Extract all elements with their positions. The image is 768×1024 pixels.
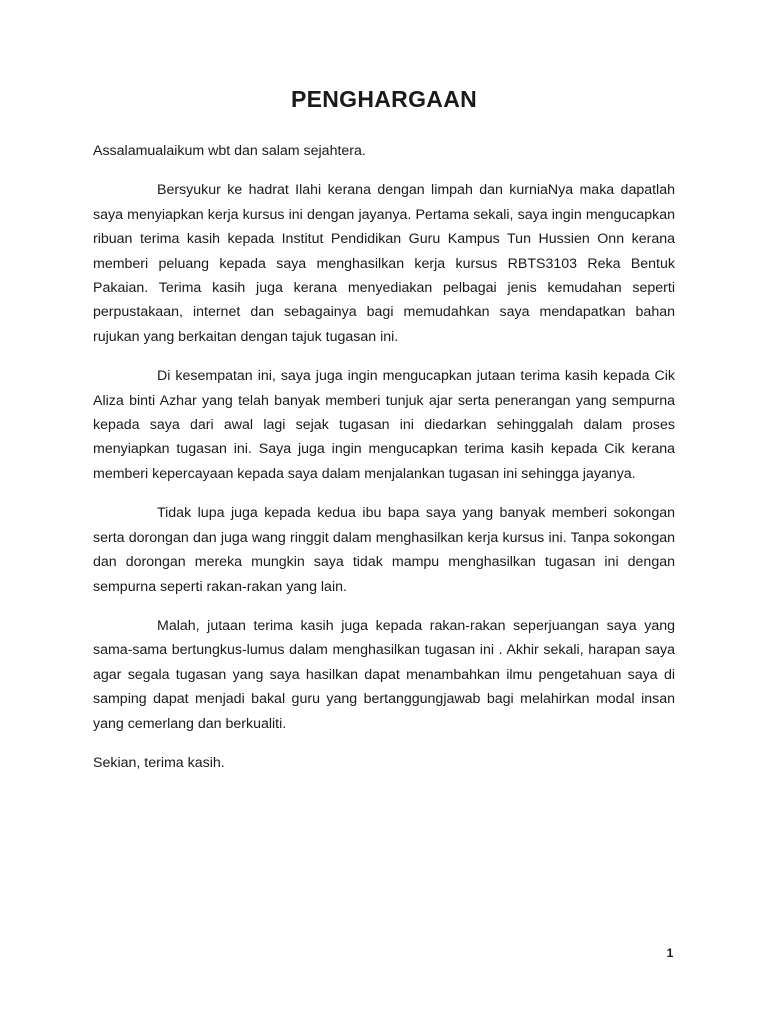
- paragraph-3: Tidak lupa juga kepada kedua ibu bapa saya yang banyak memberi sokongan serta dorongan dan juga wang ringgit dalam menghasilkan kerja kursus ini. Tanpa sokongan dan dorongan mereka mungkin saya tidak mampu menghasilkan tugasan ini dengan sempurna seperti rakan-rakan yang lain.: [93, 505, 675, 595]
- paragraph-4: Malah, jutaan terima kasih juga kepada rakan-rakan seperjuangan saya yang sama-sama bertungkus-lumus dalam menghasilkan tugasan ini . Akhir sekali, harapan saya agar segala tugasan yang saya hasilkan dapat menambahkan ilmu pengetahuan saya di samping dapat menjadi bakal guru yang bertanggungjawab bagi melahirkan modal insan yang cemerlang dan berkualiti.: [93, 617, 675, 732]
- page-title: PENGHARGAAN: [290, 86, 478, 112]
- page-number: 1: [666, 946, 674, 960]
- greeting-paragraph: Assalamualaikum wbt dan salam sejahtera.: [93, 143, 366, 159]
- paragraph-2: Di kesempatan ini, saya juga ingin mengucapkan jutaan terima kasih kepada Cik Aliza binti Azhar yang telah banyak memberi tunjuk ajar serta penerangan yang sempurna kepada saya dari awal lagi sejak tugasan ini diedarkan sehinggalah dalam proses menyiapkan tugasan ini. Saya juga ingin mengucapkan terima kasih kepada Cik kerana memberi kepercayaan kepada saya dalam menjalankan tugasan ini sehingga jayanya.: [93, 368, 675, 482]
- document-body: [93, 139, 675, 790]
- paragraph-1: Bersyukur ke hadrat Ilahi kerana dengan limpah dan kurniaNya maka dapatlah saya menyiapkan kerja kursus ini dengan jayanya. Pertama sekali, saya ingin mengucapkan ribuan terima kasih kepada Institut Pendidikan Guru Kampus Tun Hussien Onn kerana memberi peluang kepada saya menghasilkan kerja kursus RBTS3103 Reka Bentuk Pakaian. Terima kasih juga kerana menyediakan pelbagai jenis kemudahan seperti perpustakaan, internet dan sebagainya bagi memudahkan saya mendapatkan bahan rujukan yang berkaitan dengan tajuk tugasan ini.: [93, 182, 675, 345]
- closing-paragraph: Sekian, terima kasih.: [93, 754, 225, 771]
